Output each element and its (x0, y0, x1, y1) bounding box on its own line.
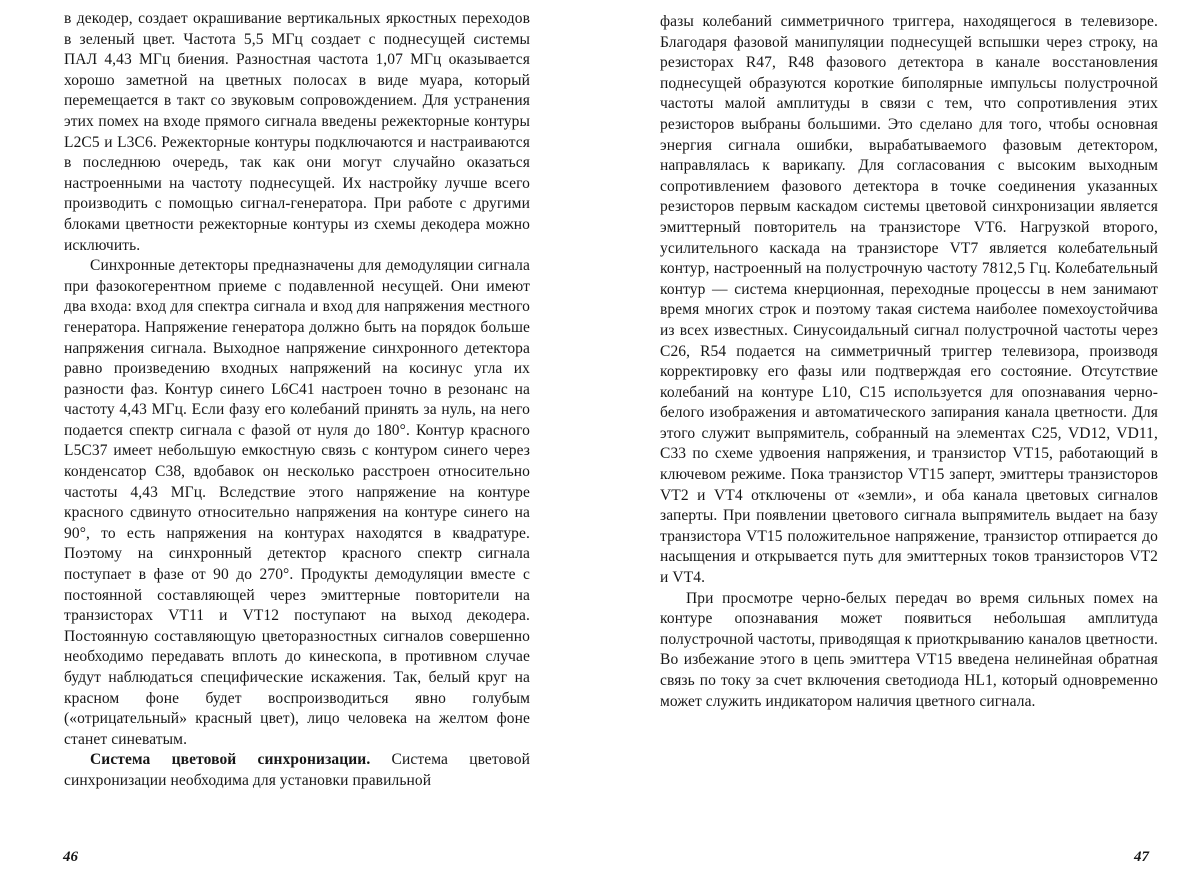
left-page (64, 0, 530, 792)
right-paragraph-1: фазы колебаний симметричного триггера, находящегося в телевизоре. Благодаря фазовой манипуляции поднесущей вспышки через строку, на резисторах R47, R48 фазового детектора в канале восстановления поднесущей образуются короткие биполярные импульсы полустрочной частоты малой амплитуды в связи с тем, что сопротивления этих резисторов выбраны большими. Это сделано для того, чтобы основная энергия сигнала ошибки, вырабатываемого фазовым детектором, направлялась к варикапу. Для согласования с высоким выходным сопротивлением фазового детектора в точке соединения указанных резисторов первым каскадом системы цветовой синхронизации является эмиттерный повторитель на транзисторе VT6. Нагрузкой второго, усилительного каскада на транзисторе VT7 является колебательный контур, настроенный на полустрочную частоту 7812,5 Гц. Колебательный контур — система кнерционная, переходные процессы в нем занимают время многих строк и поэтому такая система наиболее помехоустойчива из всех известных. Синусоидальный сигнал полустрочной частоты через С26, R54 подается на симметричный триггер телевизора, производя корректировку его фазы или подтверждая его состояние. Отсутствие колебаний на контуре L10, С15 используется для опознавания черно-белого изображения и автоматического запирания канала цветности. Для этого служит выпрямитель, собранный на элементах С25, VD12, VD11, С33 по схеме удвоения напряжения, и транзистор VT15, работающий в ключевом режиме. Пока транзистор VT15 заперт, эмиттеры транзисторов VT2 и VT4 отключены от «земли», и оба канала цветовых сигналов заперты. При появлении цветового сигнала выпрямитель выдает на базу транзистора VT15 положительное напряжение, транзистор отпирается до насыщения и открывается путь для эмиттерных токов транзисторов VT2 и VT4. (660, 13, 1158, 587)
section-text: Система цветовой синхронизации необходима для установки правильной (64, 751, 530, 789)
left-section-paragraph (64, 750, 530, 791)
section-heading: Система цветовой синхронизации. (90, 751, 371, 769)
left-paragraph-1: в декодер, создает окрашивание вертикальных яркостных переходов в зеленый цвет. Частота 5,5 МГц создает с поднесущей системы ПАЛ 4,43 МГц биения. Разностная частота 1,07 МГц оказывается хорошо заметной на цветных полосах в виде муара, который перемещается в такт со звуковым сопровождением. Для устранения этих помех на входе прямого сигнала введены режекторные контуры L2C5 и L3C6. Режекторные контуры подключаются и настраиваются в последнюю очередь, так как они могут случайно оказаться настроенными на частоту поднесущей. Их настройку лучше всего производить с помощью сигнал-генератора. При работе с другими блоками цветности режекторные контуры из схемы декодера можно исключить. (64, 10, 530, 254)
page-number-right: 47 (1134, 849, 1149, 865)
page-number-left: 46 (63, 849, 78, 865)
right-paragraph-2: При просмотре черно-белых передач во время сильных помех на контуре опознавания может появиться небольшая амплитуда полустрочной частоты, приводящая к приоткрыванию каналов цветности. Во избежание этого в цепь эмиттера VT15 введена нелинейная обратная связь по току за счет включения светодиода HL1, который одновременно может служить индикатором наличия цветного сигнала. (660, 589, 1158, 710)
left-paragraph-2: Синхронные детекторы предназначены для демодуляции сигнала при фазокогерентном приеме с подавленной несущей. Они имеют два входа: вход для спектра сигнала и вход для напряжения местного генератора. Напряжение генератора должно быть на порядок больше напряжения сигнала. Выходное напряжение синхронного детектора равно произведению входных напряжений на косинус угла их разности фаз. Контур синего L6C41 настроен точно в резонанс на частоту 4,43 МГц. Если фазу его колебаний принять за нуль, на него подается спектр сигнала с фазой от нуля до 180°. Контур красного L5C37 имеет небольшую емкостную связь с контуром синего через конденсатор С38, вдобавок он несколько расстроен относительно частоты 4,43 МГц. Вследствие этого напряжение на контуре красного сдвинуто относительно напряжения на контуре синего на 90°, то есть напряжения на контурах находятся в квадратуре. Поэтому на синхронный детектор красного спектр сигнала поступает в фазе от 90 до 270°. Продукты демодуляции вместе с постоянной составляющей через эмиттерные повторители на транзисторах VT11 и VT12 поступают на выход декодера. Постоянную составляющую цветоразностных сигналов совершенно необходимо передавать вплоть до кинескопа, в противном случае будут наблюдаться специфические искажения. Так, белый круг на красном фоне будет воспроизводиться явно голубым («отрицательный» красный цвет), лицо человека на желтом фоне станет синеватым. (64, 257, 530, 748)
right-page (660, 0, 1158, 712)
